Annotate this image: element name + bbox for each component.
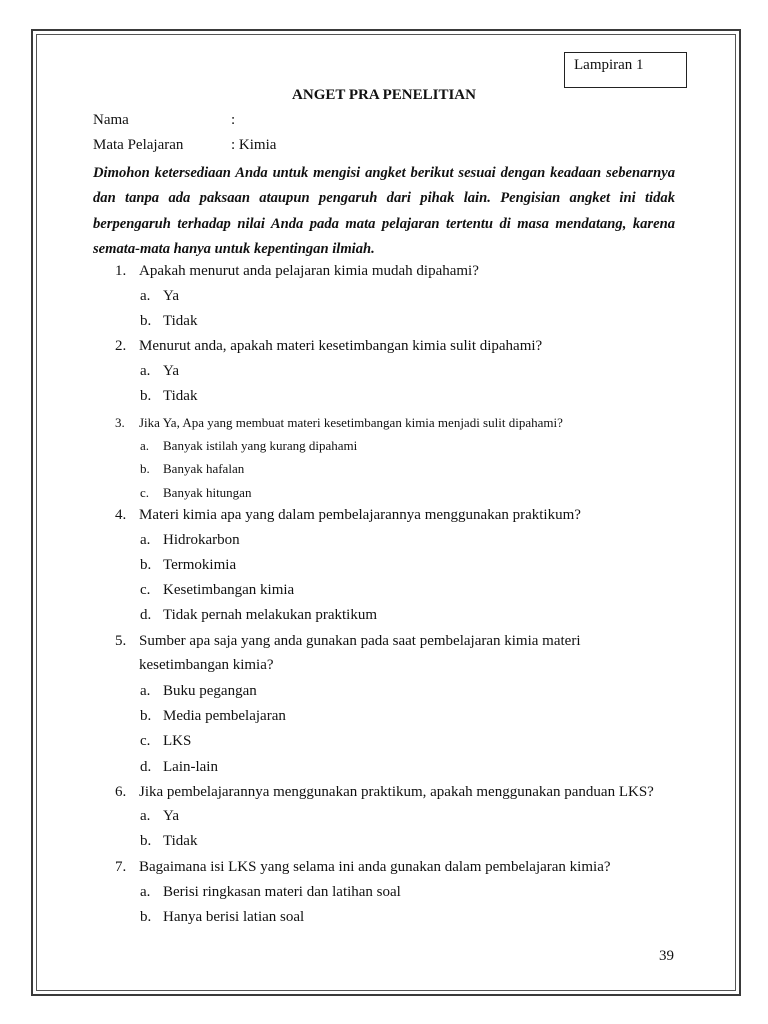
- question-4: [115, 507, 581, 524]
- page-number: 39: [659, 948, 674, 964]
- option-5a: [140, 683, 257, 700]
- option-text: Tidak: [163, 313, 198, 329]
- option-text: LKS: [163, 733, 192, 749]
- question-6: [115, 784, 654, 801]
- option-1b: [140, 313, 197, 330]
- question-text: Bagaimana isi LKS yang selama ini anda gunakan dalam pembelajaran kimia?: [139, 859, 611, 875]
- option-letter: c.: [140, 485, 150, 500]
- option-2b: [140, 388, 197, 405]
- option-text: Banyak istilah yang kurang dipahami: [163, 438, 358, 453]
- option-text: Tidak pernah melakukan praktikum: [163, 607, 377, 623]
- option-text: Banyak hitungan: [163, 485, 252, 500]
- question-number: 6.: [115, 784, 127, 800]
- option-text: Kesetimbangan kimia: [163, 582, 295, 598]
- question-2: [115, 338, 542, 355]
- option-text: Lain-lain: [163, 759, 218, 775]
- option-text: Hanya berisi latian soal: [163, 909, 305, 925]
- option-text: Ya: [163, 288, 179, 304]
- option-letter: a.: [140, 438, 150, 453]
- question-text: Sumber apa saja yang anda gunakan pada saat pembelajaran kimia materi: [139, 633, 581, 649]
- option-letter: c.: [140, 582, 151, 598]
- option-4b: [140, 557, 236, 574]
- field-nama-label: Nama: [93, 112, 129, 128]
- option-letter: b.: [140, 708, 152, 724]
- option-text: Berisi ringkasan materi dan latihan soal: [163, 884, 401, 900]
- option-letter: a.: [140, 808, 151, 824]
- option-letter: b.: [140, 557, 152, 573]
- option-5c: [140, 733, 191, 750]
- option-text: Termokimia: [163, 557, 237, 573]
- field-nama-value: :: [231, 112, 236, 128]
- question-number: 2.: [115, 338, 127, 354]
- option-letter: b.: [140, 461, 150, 476]
- option-text: Tidak: [163, 388, 198, 404]
- option-7a: [140, 884, 401, 901]
- question-number: 7.: [115, 859, 127, 875]
- option-letter: a.: [140, 363, 151, 379]
- option-7b: [140, 909, 304, 926]
- field-mapel-label: Mata Pelajaran: [93, 137, 184, 153]
- question-number: 3.: [115, 415, 125, 430]
- option-4d: [140, 607, 377, 624]
- field-mapel-value: : Kimia: [231, 137, 277, 153]
- option-text: Ya: [163, 363, 179, 379]
- option-letter: b.: [140, 313, 152, 329]
- lampiran-box: Lampiran 1: [564, 52, 687, 88]
- option-letter: d.: [140, 759, 152, 775]
- option-letter: a.: [140, 683, 151, 699]
- instructions-paragraph: Dimohon ketersediaan Anda untuk mengisi angket berikut sesuai dengan keadaan sebenarnya dan tanpa ada paksaan ataupun pengaruh dari pihak lain. Pengisian angket ini tidak berpengaruh terhadap nilai Anda pada mata pelajaran tertentu di masa mendatang, karena semata-mata hanya untuk kepentingan ilmiah.: [93, 165, 675, 257]
- option-letter: a.: [140, 884, 151, 900]
- option-letter: d.: [140, 607, 152, 623]
- question-5-continuation: kesetimbangan kimia?: [139, 657, 274, 673]
- option-text: Banyak hafalan: [163, 461, 245, 476]
- page-title: ANGET PRA PENELITIAN: [292, 87, 476, 103]
- question-text: Jika Ya, Apa yang membuat materi kesetimbangan kimia menjadi sulit dipahami?: [139, 415, 563, 430]
- option-letter: b.: [140, 909, 152, 925]
- option-letter: a.: [140, 288, 151, 304]
- option-1a: [140, 288, 179, 305]
- question-1: [115, 263, 479, 280]
- question-text: Apakah menurut anda pelajaran kimia mudah dipahami?: [139, 263, 479, 279]
- question-3: [115, 415, 563, 431]
- option-text: Hidrokarbon: [163, 532, 240, 548]
- question-text: Materi kimia apa yang dalam pembelajarannya menggunakan praktikum?: [139, 507, 581, 523]
- question-number: 1.: [115, 263, 127, 279]
- option-5b: [140, 708, 286, 725]
- option-letter: c.: [140, 733, 151, 749]
- question-number: 5.: [115, 633, 127, 649]
- option-5d: [140, 759, 218, 776]
- question-7: [115, 859, 611, 876]
- option-3c: [140, 485, 251, 501]
- option-text: Ya: [163, 808, 179, 824]
- option-text: Tidak: [163, 833, 198, 849]
- option-letter: b.: [140, 388, 152, 404]
- option-6b: [140, 833, 197, 850]
- option-6a: [140, 808, 179, 825]
- option-text: Media pembelajaran: [163, 708, 286, 724]
- option-text: Buku pegangan: [163, 683, 257, 699]
- question-number: 4.: [115, 507, 127, 523]
- option-2a: [140, 363, 179, 380]
- option-letter: b.: [140, 833, 152, 849]
- question-5: [115, 633, 580, 650]
- option-letter: a.: [140, 532, 151, 548]
- option-3b: [140, 461, 244, 477]
- option-4c: [140, 582, 294, 599]
- option-4a: [140, 532, 240, 549]
- question-text: Menurut anda, apakah materi kesetimbangan kimia sulit dipahami?: [139, 338, 543, 354]
- question-text: Jika pembelajarannya menggunakan praktikum, apakah menggunakan panduan LKS?: [139, 784, 654, 800]
- option-3a: [140, 438, 357, 454]
